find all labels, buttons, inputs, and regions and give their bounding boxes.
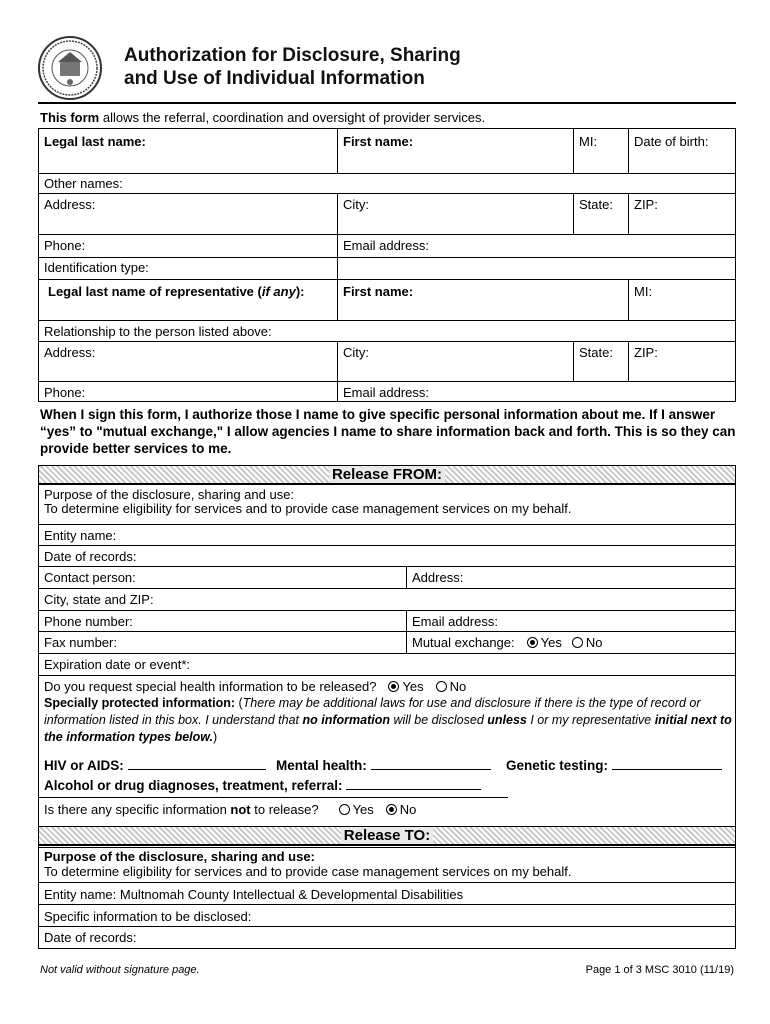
representative-zip-field[interactable]: ZIP:: [634, 345, 658, 360]
authorization-statement: When I sign this form, I authorize those I name to give specific personal information about me. If I answer “yes” to "mutual exchange," I allow agencies I name to share information back and forth. This is so they can provide better services to me.: [40, 407, 736, 456]
release-from-banner: [38, 465, 736, 484]
relationship-field[interactable]: Relationship to the person listed above:: [44, 324, 272, 339]
special-health-question-label: Do you request special health information to be released?: [44, 679, 377, 694]
release-to-purpose-value: To determine eligibility for services and to provide case management services on my behalf.: [44, 864, 572, 879]
representative-email-field[interactable]: Email address:: [343, 385, 429, 400]
state-field[interactable]: State:: [579, 197, 613, 212]
representative-state-field[interactable]: State:: [579, 345, 613, 360]
date-of-birth-field[interactable]: Date of birth:: [634, 134, 709, 149]
release-from-email-field[interactable]: Email address:: [412, 614, 498, 629]
other-names-field[interactable]: Other names:: [44, 176, 123, 191]
email-field[interactable]: Email address:: [343, 238, 429, 253]
mutual-exchange-group: [408, 633, 606, 652]
representative-address-field[interactable]: Address:: [44, 345, 96, 360]
special-health-yes-label: Yes: [402, 679, 424, 694]
form-title: [124, 44, 461, 90]
mutual-exchange-no-radio[interactable]: [572, 637, 583, 648]
identification-type-field[interactable]: Identification type:: [44, 260, 149, 275]
release-from-purpose: [40, 486, 575, 518]
representative-last-name-field[interactable]: Legal last name of representative (if any):: [48, 284, 305, 299]
footer-note: Not valid without signature page.: [40, 964, 200, 976]
legal-last-name-field[interactable]: Legal last name:: [44, 134, 146, 149]
mutual-exchange-no-label: No: [585, 635, 603, 650]
representative-mi-field[interactable]: MI:: [634, 284, 653, 299]
not-release-question: Is there any specific information not to release? Yes No: [44, 802, 417, 817]
address-field[interactable]: Address:: [44, 197, 96, 212]
mutual-exchange-yes-radio[interactable]: [527, 637, 538, 648]
release-from-purpose-label: Purpose of the disclosure, sharing and use:: [44, 487, 295, 502]
representative-first-name-field[interactable]: First name:: [343, 284, 414, 299]
release-to-heading: Release TO:: [341, 827, 433, 844]
release-from-date-of-records-field[interactable]: Date of records:: [44, 549, 137, 564]
release-to-entity-name-field[interactable]: Entity name: Multnomah County Intellectual & Developmental Disabilities: [44, 887, 464, 902]
release-from-purpose-value: To determine eligibility for services and to provide case management services on my behalf.: [44, 501, 572, 516]
county-seal-logo: [38, 36, 102, 100]
release-from-city-state-zip-field[interactable]: City, state and ZIP:: [44, 592, 154, 607]
title-divider: [38, 102, 736, 104]
genetic-testing-initial-field[interactable]: Genetic testing:: [506, 757, 722, 774]
first-name-field[interactable]: First name:: [343, 134, 414, 149]
representative-phone-field[interactable]: Phone:: [44, 385, 86, 400]
intro-bold: This form: [40, 110, 100, 125]
form-intro: [40, 110, 485, 125]
special-health-yes-radio[interactable]: [388, 681, 399, 692]
form-title-line-2: and Use of Individual Information: [124, 68, 425, 89]
special-health-no-radio[interactable]: [436, 681, 447, 692]
mutual-exchange-yes-label: Yes: [540, 635, 562, 650]
specially-protected-info: Specially protected information: (There may be additional laws for use and disclosure if there is the type of record or information listed in this box. I understand that no information will be disclosed unless I or my representative initial next to the information types below.): [44, 696, 732, 744]
alcohol-drug-initial-field[interactable]: Alcohol or drug diagnoses, treatment, referral:: [44, 777, 481, 794]
not-release-yes-radio[interactable]: [339, 804, 350, 815]
release-from-address-field[interactable]: Address:: [412, 570, 464, 585]
mutual-exchange-label: Mutual exchange:: [412, 635, 515, 650]
release-from-entity-name-field[interactable]: Entity name:: [44, 528, 117, 543]
release-from-fax-field[interactable]: Fax number:: [44, 635, 117, 650]
mental-health-initial-field[interactable]: Mental health:: [276, 757, 491, 774]
release-from-phone-field[interactable]: Phone number:: [44, 614, 133, 629]
release-to-purpose: [40, 847, 575, 881]
release-to-purpose-label: Purpose of the disclosure, sharing and use:: [44, 849, 315, 864]
footer-page-info: Page 1 of 3 MSC 3010 (11/19): [585, 964, 734, 976]
release-from-contact-person-field[interactable]: Contact person:: [44, 570, 136, 585]
special-health-no-label: No: [449, 679, 467, 694]
release-from-heading: Release FROM:: [329, 466, 445, 483]
representative-city-field[interactable]: City:: [343, 345, 369, 360]
special-health-question: [40, 677, 470, 696]
mi-field[interactable]: MI:: [579, 134, 598, 149]
release-to-banner: [38, 826, 736, 845]
zip-field[interactable]: ZIP:: [634, 197, 658, 212]
hiv-initial-field[interactable]: HIV or AIDS:: [44, 757, 266, 774]
specific-info-field[interactable]: Specific information to be disclosed:: [44, 909, 252, 924]
phone-field[interactable]: Phone:: [44, 238, 86, 253]
not-release-yes-label: Yes: [352, 802, 374, 817]
release-to-date-of-records-field[interactable]: Date of records:: [44, 930, 137, 945]
not-release-no-radio[interactable]: [386, 804, 397, 815]
intro-text: allows the referral, coordination and oversight of provider services.: [99, 110, 486, 125]
form-title-line-1: Authorization for Disclosure, Sharing: [124, 45, 461, 66]
city-field[interactable]: City:: [343, 197, 369, 212]
expiration-field[interactable]: Expiration date or event*:: [44, 657, 190, 672]
not-release-no-label: No: [399, 802, 417, 817]
